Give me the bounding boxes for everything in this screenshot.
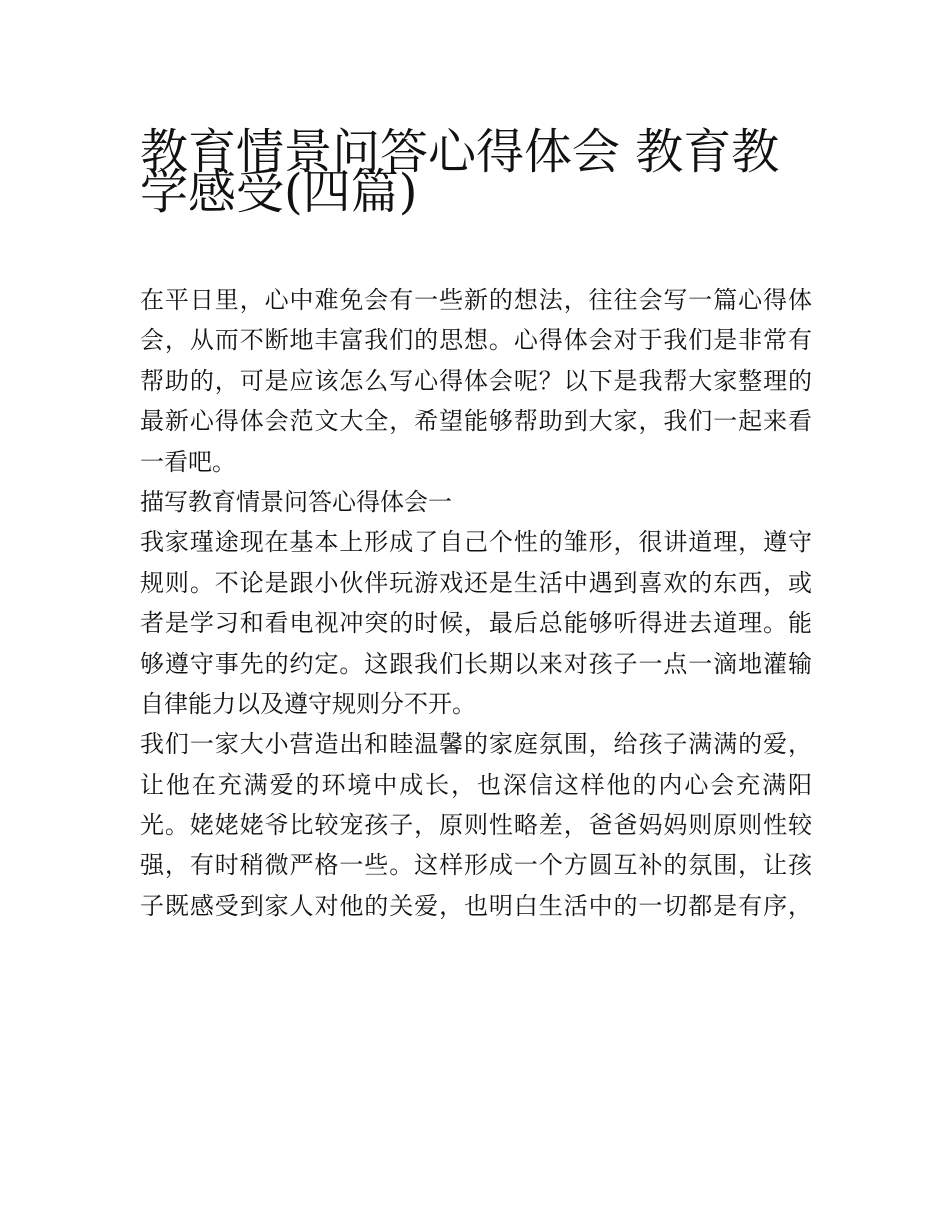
- paragraph-line: 我家瑾途现在基本上形成了自己个性的雏形，很讲道理，遵守: [140, 528, 812, 557]
- paragraph-line: 光。姥姥姥爷比较宠孩子，原则性略差，爸爸妈妈则原则性较: [140, 811, 812, 840]
- paragraph-line: 最新心得体会范文大全，希望能够帮助到大家，我们一起来看: [140, 407, 812, 436]
- paragraph-line: 强，有时稍微严格一些。这样形成一个方圆互补的氛围，让孩: [140, 851, 812, 880]
- paragraph-line: 会，从而不断地丰富我们的思想。心得体会对于我们是非常有: [140, 326, 812, 355]
- title-line-1: 教育情景问答心得体会 教育教: [140, 124, 780, 180]
- paragraph-line: 我们一家大小营造出和睦温馨的家庭氛围，给孩子满满的爱，: [140, 730, 812, 759]
- paragraph-line: 子既感受到家人对他的关爱，也明白生活中的一切都是有序，: [140, 891, 812, 920]
- paragraph-line: 一看吧。: [140, 447, 236, 476]
- document-title: [140, 112, 820, 221]
- paragraph-line: 规则。不论是跟小伙伴玩游戏还是生活中遇到喜欢的东西，或: [140, 568, 812, 597]
- paragraph-line: 自律能力以及遵守规则分不开。: [140, 689, 476, 718]
- paragraph-line: 者是学习和看电视冲突的时候，最后总能够听得进去道理。能: [140, 609, 812, 638]
- paragraph-line: 让他在充满爱的环境中成长，也深信这样他的内心会充满阳: [140, 770, 812, 799]
- title-line-2: 学感受(四篇): [140, 164, 418, 221]
- document-body: [140, 280, 812, 926]
- paragraph-line: 帮助的，可是应该怎么写心得体会呢？以下是我帮大家整理的: [140, 366, 812, 395]
- paragraph-line: 在平日里，心中难免会有一些新的想法，往往会写一篇心得体: [140, 286, 812, 314]
- section-heading: 描写教育情景问答心得体会一: [140, 487, 452, 516]
- paragraph-line: 够遵守事先的约定。这跟我们长期以来对孩子一点一滴地灌输: [140, 649, 812, 678]
